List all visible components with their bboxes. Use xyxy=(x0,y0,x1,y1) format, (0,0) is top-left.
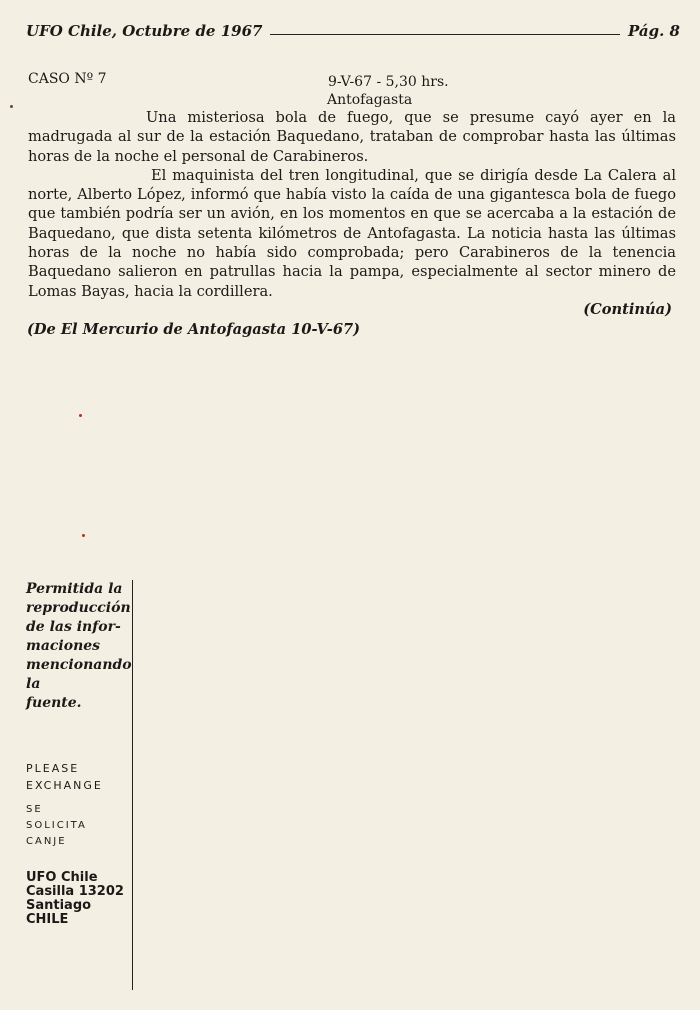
publication-title: UFO Chile, Octubre de 1967 xyxy=(26,22,263,40)
red-ink-dot xyxy=(79,414,82,417)
article-paragraph: Una misteriosa bola de fuego, que se presume cayó ayer en la madrugada al sur de la estación Baquedano, trataban de comprobar hasta las últimas horas de la noche el personal de Carabineros. xyxy=(28,109,676,165)
page-header xyxy=(26,16,680,40)
article-source: (De El Mercurio de Antofagasta 10-V-67) xyxy=(27,321,361,338)
sidebar-notice xyxy=(26,580,133,990)
case-label: CASO Nº 7 xyxy=(28,71,107,87)
reproduction-notice: Permitida la reproducción de las infor- maciones mencionando la fuente. xyxy=(26,581,132,711)
header-rule xyxy=(270,34,620,35)
print-speck xyxy=(10,105,13,108)
article-paragraph: El maquinista del tren longitudinal, que se dirigía desde La Calera al norte, Alberto López, informó que había visto la caída de una gigantesca bola de fuego que también podría ser un avión, en los momentos en que se acercaba a la estación de Baquedano, que dista setenta kilómetros de Antofagasta. La noticia hasta las últimas horas de la noche no había sido comprobada; pero Carabineros de la tenencia Baquedano salieron en patrullas hacia la pampa, especialmente al sector minero de Lomas Bayas, hacia la cordillera. xyxy=(28,166,676,300)
case-place: Antofagasta xyxy=(327,92,413,108)
case-date: 9-V-67 - 5,30 hrs. xyxy=(328,74,449,90)
page-number: Pág. 8 xyxy=(628,22,680,40)
article-body xyxy=(28,108,676,301)
continued-note: (Continúa) xyxy=(583,301,672,318)
mailing-address: UFO Chile Casilla 13202 Santiago CHILE xyxy=(26,870,124,927)
canje-notice: SE SOLICITA CANJE xyxy=(26,804,87,847)
red-ink-dot xyxy=(82,534,85,537)
exchange-notice: PLEASE EXCHANGE xyxy=(26,762,103,792)
